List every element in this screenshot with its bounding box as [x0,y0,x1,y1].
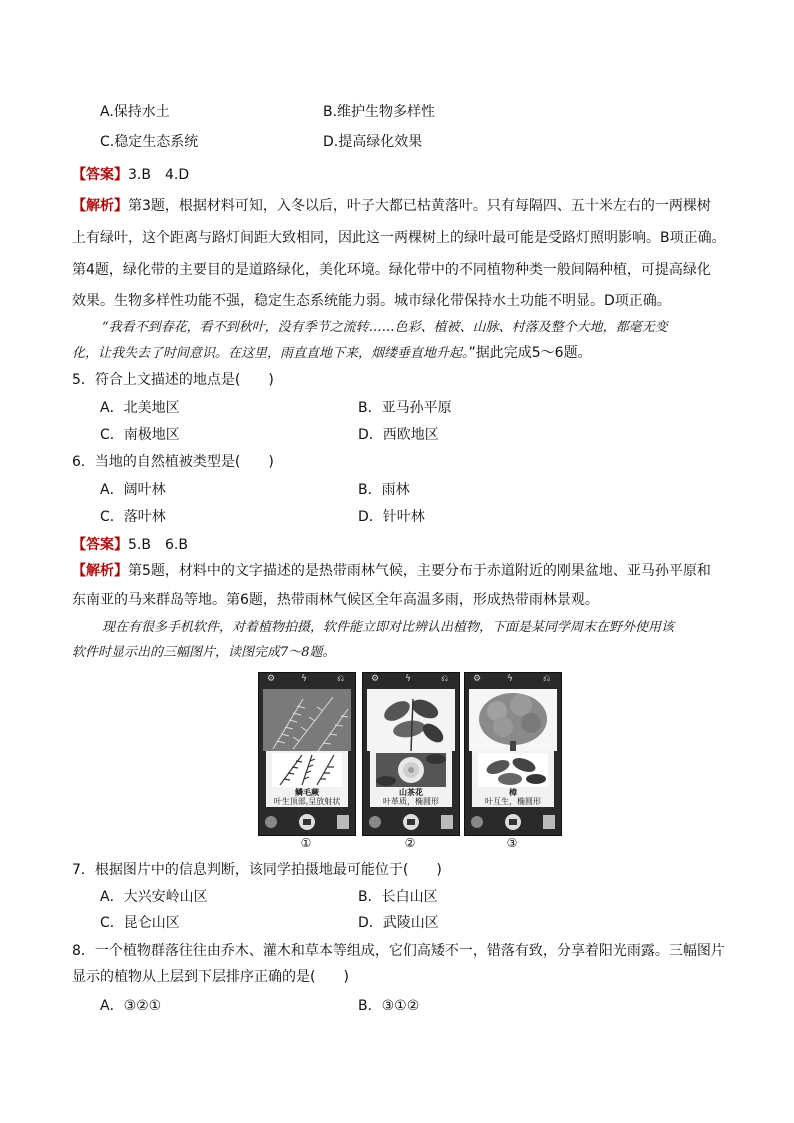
camellia-photo [367,689,455,751]
camera-switch-icon: ⎌ [543,674,551,684]
analysis-line: 效果。生物多样性功能不强，稳定生态系统能力弱。城市绿化带保持水土功能不明显。D项正确。 [72,293,671,309]
result-card [266,751,348,807]
analysis-line: 第4题，绿化带的主要目的是道路绿化，美化环境。绿化带中的不同植物种类一般间隔种植，可提高绿化 [72,262,711,278]
question-stem: 8．一个植物群落往往由乔木、灌木和草本等组成，它们高矮不一，错落有致，分享着阳光雨露。三幅图片 [72,943,725,959]
passage-instruction: ”据此完成5～6题。 [468,345,592,361]
question-stem: 7．根据图片中的信息判断，该同学拍摄地最可能位于( ) [72,862,442,878]
passage-quote: 化，让我失去了时间意识。在这里，雨直直地下来，烟缕垂直地升起。 [72,346,469,361]
flash-icon: ϟ [507,674,513,684]
thumbnail-icon[interactable] [441,815,453,829]
plant-description: 叶生顶部,呈放射状 [273,797,341,806]
passage-line: 软件时显示出的三幅图片，读图完成7～8题。 [72,645,336,660]
camera-switch-icon: ⎌ [441,674,449,684]
option-d: D．西欧地区 [358,427,439,443]
flash-icon: ϟ [405,674,411,684]
result-card [370,751,452,807]
fern-thumbnail [272,753,342,787]
option-a: A.保持水土 [100,104,170,120]
answer-label: 【答案】 [72,167,128,183]
option-c: C．昆仑山区 [100,915,180,931]
option-a: A．③②① [100,998,162,1014]
analysis-line [72,196,711,216]
plant-description: 叶互生，椭圆形 [485,797,541,806]
passage-line: “我看不到春花，看不到秋叶，没有季节之流转……色彩、植被、山脉、村落及整个大地，都毫无变 [102,320,668,335]
figure-number: ③ [506,836,518,850]
option-b: B．亚马孙平原 [358,400,452,416]
answer-block-1 [72,165,189,185]
phone-bottombar [465,809,561,835]
gear-icon: ⚙ [371,674,380,684]
question-stem: 显示的植物从上层到下层排序正确的是( ) [72,969,349,985]
camphor-thumbnail [478,753,548,787]
option-a: A．阔叶林 [100,482,166,498]
camphor-tree-photo [469,689,557,751]
phone-screen-1 [258,672,356,836]
camera-switch-icon: ⎌ [337,674,345,684]
answer-block-2 [72,535,188,555]
option-d: D．武陵山区 [358,915,439,931]
gear-icon: ⚙ [473,674,482,684]
analysis-label: 【解析】 [72,198,128,214]
answer-text: 5.B 6.B [128,537,188,553]
option-a: A．大兴安岭山区 [100,889,208,905]
thumbnail-icon[interactable] [543,815,555,829]
question-stem: 6．当地的自然植被类型是( ) [72,454,274,470]
option-d: D．针叶林 [358,509,425,525]
option-c: C．落叶林 [100,509,166,525]
phone-topbar [363,673,459,687]
passage-line [72,343,592,364]
option-b: B．长白山区 [358,889,438,905]
phone-bottombar [363,809,459,835]
option-b: B．雨林 [358,482,410,498]
phone-bottombar [259,809,355,835]
analysis-line: 上有绿叶，这个距离与路灯间距大致相同，因此这一两棵树上的绿叶最可能是受路灯照明影响。B项正确。 [72,230,726,246]
gallery-icon[interactable] [265,816,277,828]
figure-number: ② [404,836,416,850]
thumbnail-icon[interactable] [337,815,349,829]
option-c: C.稳定生态系统 [100,134,199,150]
analysis-text: 第3题，根据材料可知，入冬以后，叶子大都已枯黄落叶。只有每隔四、五十米左右的一两棵树 [128,198,711,214]
question-stem: 5．符合上文描述的地点是( ) [72,372,274,388]
option-c: C．南极地区 [100,427,180,443]
answer-text: 3.B 4.D [128,167,190,183]
answer-label: 【答案】 [72,537,128,553]
option-b: B．③①② [358,998,420,1014]
plant-description: 叶革质，椭圆形 [383,797,439,806]
plant-app-figure [258,672,560,850]
camellia-thumbnail [376,753,446,787]
plant-name: 山茶花 [399,788,423,797]
gear-icon: ⚙ [267,674,276,684]
passage-line: 现在有很多手机软件，对着植物拍摄，软件能立即对比辨认出植物，下面是某同学周末在野外使用该 [102,620,675,635]
plant-name: 樟 [509,788,517,797]
result-card [472,751,554,807]
analysis-text: 第5题，材料中的文字描述的是热带雨林气候，主要分布于赤道附近的刚果盆地、亚马孙平原和 [128,563,711,579]
gallery-icon[interactable] [369,816,381,828]
option-b: B.维护生物多样性 [323,104,436,120]
analysis-line: 东南亚的马来群岛等地。第6题，热带雨林气候区全年高温多雨，形成热带雨林景观。 [72,592,599,608]
option-d: D.提高绿化效果 [323,134,423,150]
analysis-label: 【解析】 [72,563,128,579]
option-a: A．北美地区 [100,400,180,416]
phone-screen-2 [362,672,460,836]
flash-icon: ϟ [301,674,307,684]
analysis-line [72,561,711,581]
fern-photo [263,689,351,751]
phone-screen-3 [464,672,562,836]
figure-number: ① [300,836,312,850]
phone-topbar [465,673,561,687]
gallery-icon[interactable] [471,816,483,828]
phone-topbar [259,673,355,687]
plant-name: 鳞毛蕨 [295,788,319,797]
